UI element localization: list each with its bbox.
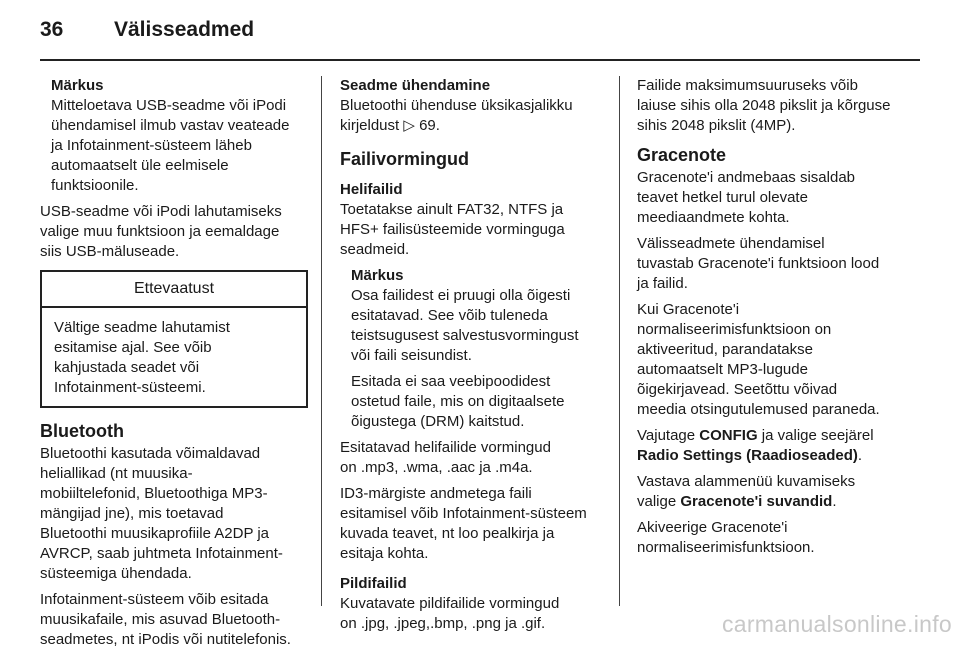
config-button-label: CONFIG (699, 427, 758, 444)
usb-disconnect-text: USB-seadme või iPodi lahutamiseks valige muu funktsioon ja eemaldage siis USB-mäluseade. (40, 203, 282, 260)
gn4-e: . (857, 447, 863, 464)
formats-heading: Failivormingud (340, 149, 470, 169)
connect-text (340, 96, 608, 136)
gracenote-heading: Gracenote (637, 145, 727, 165)
page-number: 36 (40, 18, 64, 41)
bluetooth-text-2: Infotainment-süsteem võib esitada muusikafaile, mis asuvad Bluetooth- seadmetes, nt iPodis või nutitelefonis. (40, 591, 291, 648)
gracenote-text-6: Akiveerige Gracenote'i normaliseerimisfunktsioon. (637, 519, 815, 556)
connect-page-ref[interactable]: 69. (419, 117, 440, 134)
bluetooth-heading: Bluetooth (40, 421, 124, 441)
gn5-c: . (832, 493, 837, 510)
gracenote-text-1: Gracenote'i andmebaas sisaldab teavet hetkel turul olevate meediaandmete kohta. (637, 169, 855, 226)
column-3 (637, 76, 920, 564)
gn4-a: Vajutage (637, 427, 696, 444)
audio-files-heading: Helifailid (340, 181, 403, 198)
column-2 (340, 76, 608, 640)
audio-files-text-3: ID3-märgiste andmetega faili esitamisel võib Infotainment-süsteem kuvada teavet, nt loo pealkirja ja esitaja kohta. (340, 485, 587, 562)
gracenote-text-5 (637, 472, 920, 512)
gracenote-text-4 (637, 426, 920, 466)
gn5-a: Vastava alammenüü kuvamiseks valige (637, 473, 856, 510)
note-block (51, 76, 308, 196)
gracenote-text-2: Välisseadmete ühendamisel tuvastab Gracenote'i funktsioon lood ja failid. (637, 235, 880, 292)
page-ref-arrow-icon: ▷ (403, 117, 415, 134)
image-files-heading: Pildifailid (340, 575, 407, 592)
column-1 (40, 76, 308, 656)
image-files-text: Kuvatavate pildifailide vormingud on .jpg, .jpeg,.bmp, .png ja .gif. (340, 595, 560, 632)
radio-settings-label: Radio Settings (Raadioseaded) (637, 447, 858, 464)
audio-files-text-1: Toetatakse ainult FAT32, NTFS ja HFS+ failisüsteemide vorminguga seadmeid. (340, 201, 565, 258)
watermark: carmanualsonline.info (721, 611, 952, 637)
note-title: Märkus (51, 77, 104, 94)
gracenote-options-label: Gracenote'i suvandid (680, 493, 833, 510)
column-divider-2 (619, 76, 620, 606)
header-divider (40, 59, 920, 61)
connect-heading: Seadme ühendamine (340, 77, 491, 94)
caution-box (40, 270, 308, 408)
connect-desc: Bluetoothi ühenduse üksikasjalikku kirjeldust (340, 97, 573, 134)
page-title: Välisseadmed (114, 18, 255, 41)
caution-text: Vältige seadme lahutamist esitamise ajal. See võib kahjustada seadet või Infotainment-süsteemi. (54, 319, 230, 396)
note-text: Mitteloetava USB-seadme või iPodi ühendamisel ilmub vastav veateade ja Infotainment-süsteem läheb automaatselt üle eelmisele funktsioonile. (51, 97, 290, 194)
caution-title: Ettevaatust (42, 272, 306, 308)
gn4-c: ja valige seejärel (761, 427, 874, 444)
column-divider-1 (321, 76, 322, 606)
note2-text-1: Osa failidest ei pruugi olla õigesti esitatavad. See võib tuleneda teistsugusest salvestusvormingust või faili seisundist. (351, 287, 579, 364)
audio-files-text-2: Esitatavad helifailide vormingud on .mp3, .wma, .aac ja .m4a. (340, 439, 551, 476)
gracenote-text-3: Kui Gracenote'i normaliseerimisfunktsioon on aktiveeritud, parandatakse automaatselt MP3-lugude õigekirjavead. Seetõttu võivad meedia otsingutulemused paraneda. (637, 301, 880, 418)
image-size-text: Failide maksimumsuuruseks võib laiuse sihis olla 2048 pikslit ja kõrguse sihis 2048 pikslit (4MP). (637, 77, 891, 134)
bluetooth-text-1: Bluetoothi kasutada võimaldavad heliallikad (nt muusika- mobiiltelefonid, Bluetoothiga MP3- mängijad jne), mis toetavad Bluetoothi muusikaprofiile A2DP ja AVRCP, saab juhtmeta Infotainment- süsteemiga ühendada. (40, 445, 283, 582)
note-title-2: Märkus (351, 267, 404, 284)
note-block-2 (351, 266, 608, 432)
page-header (40, 18, 920, 58)
note2-text-2: Esitada ei saa veebipoodidest ostetud faile, mis on digitaalsete õigustega (DRM) kaitstud. (351, 373, 565, 430)
